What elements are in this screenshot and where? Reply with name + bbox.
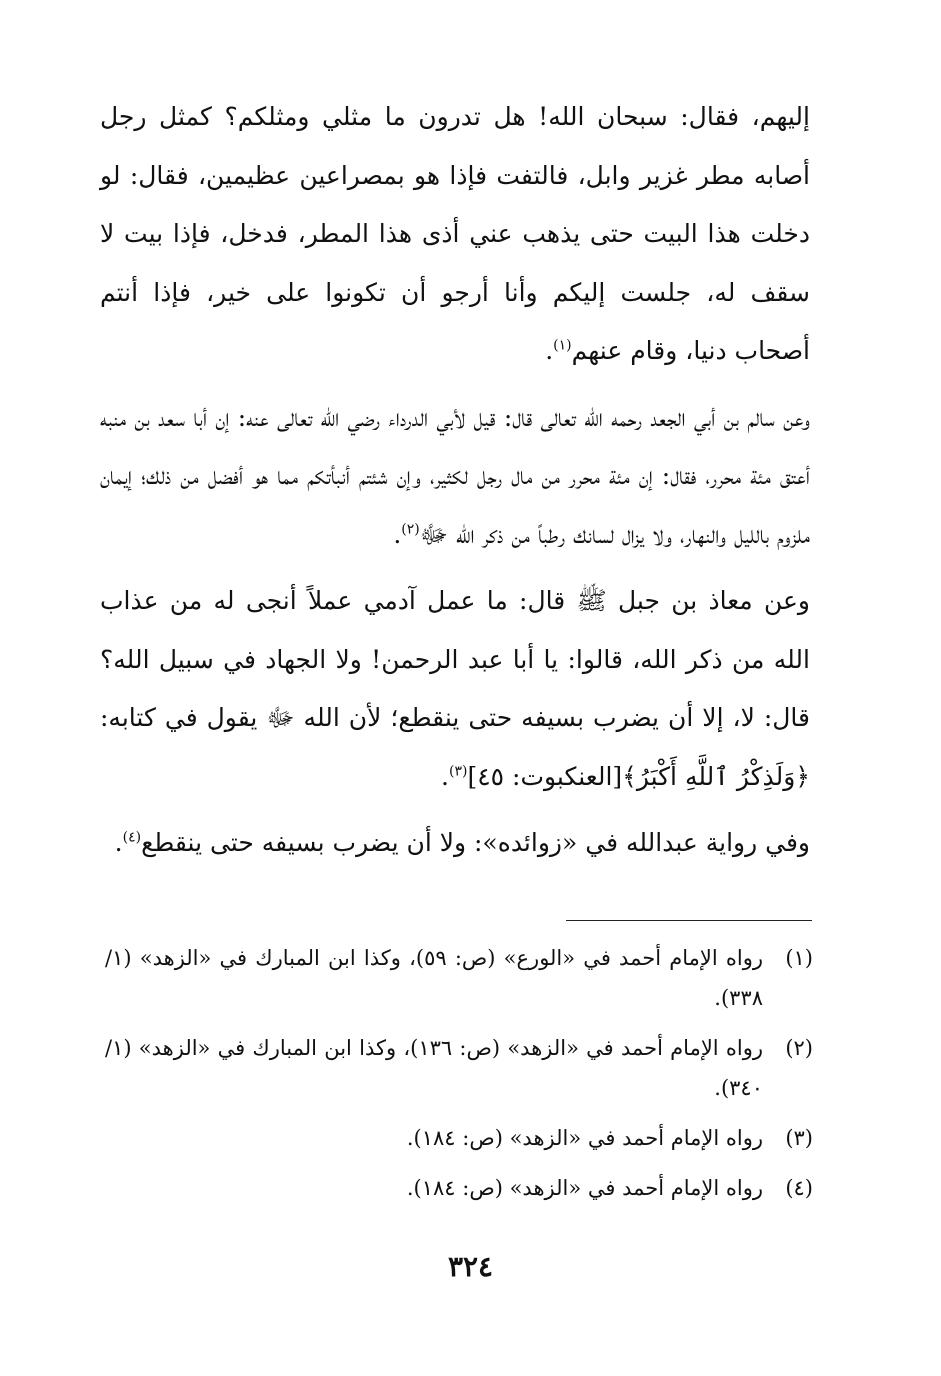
paragraph-1 <box>100 88 810 381</box>
main-text <box>100 88 810 873</box>
footnote-3 <box>105 1118 813 1158</box>
paragraph-end: . <box>441 761 449 791</box>
footnote-text: رواه الإمام أحمد في «الزهد» (ص: ١٨٤). <box>406 1176 763 1200</box>
footnote-1 <box>105 938 813 1018</box>
paragraph-3 <box>100 572 810 806</box>
footnote-ref: (١) <box>553 337 572 354</box>
paragraph-2 <box>100 389 810 565</box>
footnote-4 <box>105 1168 813 1208</box>
footnote-2 <box>105 1028 813 1108</box>
footnote-text: رواه الإمام أحمد في «الورع» (ص: ٥٩)، وكذا ابن المبارك في «الزهد» (١/ ٣٣٨). <box>105 946 763 1010</box>
footnotes <box>105 938 813 1218</box>
footnote-number: (٤) <box>785 1176 813 1200</box>
paragraph-text: إليهم، فقال: سبحان الله! هل تدرون ما مثلي ومثلكم؟ كمثل رجل أصابه مطر غزير وابل، فالتفت فإذا هو بمصراعين عظيمين، فقال: لو دخلت هذا البيت حتى يذهب عني أذى هذا المطر، فدخل، فإذا بيت لا سقف له، جلست إليكم وأنا أرجو أن تكونوا على خير، فإذا أنتم أصحاب دنيا، وقام عنهم <box>100 102 810 365</box>
footnote-ref: (٣) <box>448 763 468 780</box>
footnote-divider <box>566 920 812 921</box>
paragraph-text: وعن سالم بن أبي الجعد رحمه الله تعالى قال: قيل لأبي الدرداء رضي الله تعالى عنه: إن أبا سعد بن منبه أعتق مئة محرر، فقال: إن مئة محرر من مال رجل لكثير، وإن شئتم أنبأتكم مما هو أفضل من ذلك؛ إيمان ملزوم بالليل والنهار، ولا يزال لسانك رطباً من ذكر الله ﷻ <box>100 402 810 549</box>
paragraph-end: . <box>545 336 554 365</box>
paragraph-text: وفي رواية عبدالله في «زوائده»: ولا أن يضرب بسيفه حتى ينقطع <box>141 828 810 857</box>
paragraph-end: . <box>114 828 123 857</box>
paragraph-4 <box>100 814 810 873</box>
footnote-number: (٣) <box>785 1126 813 1150</box>
paragraph-end: . <box>393 519 402 549</box>
paragraph-text: وعن معاذ بن جبل ﷺ قال: ما عمل آدمي عملاً أنجى له من عذاب الله من ذكر الله، قالوا: يا أبا عبد الرحمن! ولا الجهاد في سبيل الله؟ قال: لا، إلا أن يضرب بسيفه حتى ينقطع؛ لأن الله ﷻ يقول في كتابه: ﴿وَلَذِكْرُ ٱللَّهِ أَكْبَرُ﴾[العنكبوت: ٤٥] <box>100 586 810 791</box>
footnote-ref: (٤) <box>122 829 142 846</box>
page-number: ٣٢٤ <box>447 1250 494 1283</box>
footnote-text: رواه الإمام أحمد في «الزهد» (ص: ١٨٤). <box>406 1126 763 1150</box>
footnote-number: (١) <box>785 946 813 970</box>
footnote-ref: (٢) <box>401 521 420 538</box>
footnote-number: (٢) <box>785 1036 813 1060</box>
footnote-text: رواه الإمام أحمد في «الزهد» (ص: ١٣٦)، وكذا ابن المبارك في «الزهد» (١/ ٣٤٠). <box>105 1036 763 1100</box>
